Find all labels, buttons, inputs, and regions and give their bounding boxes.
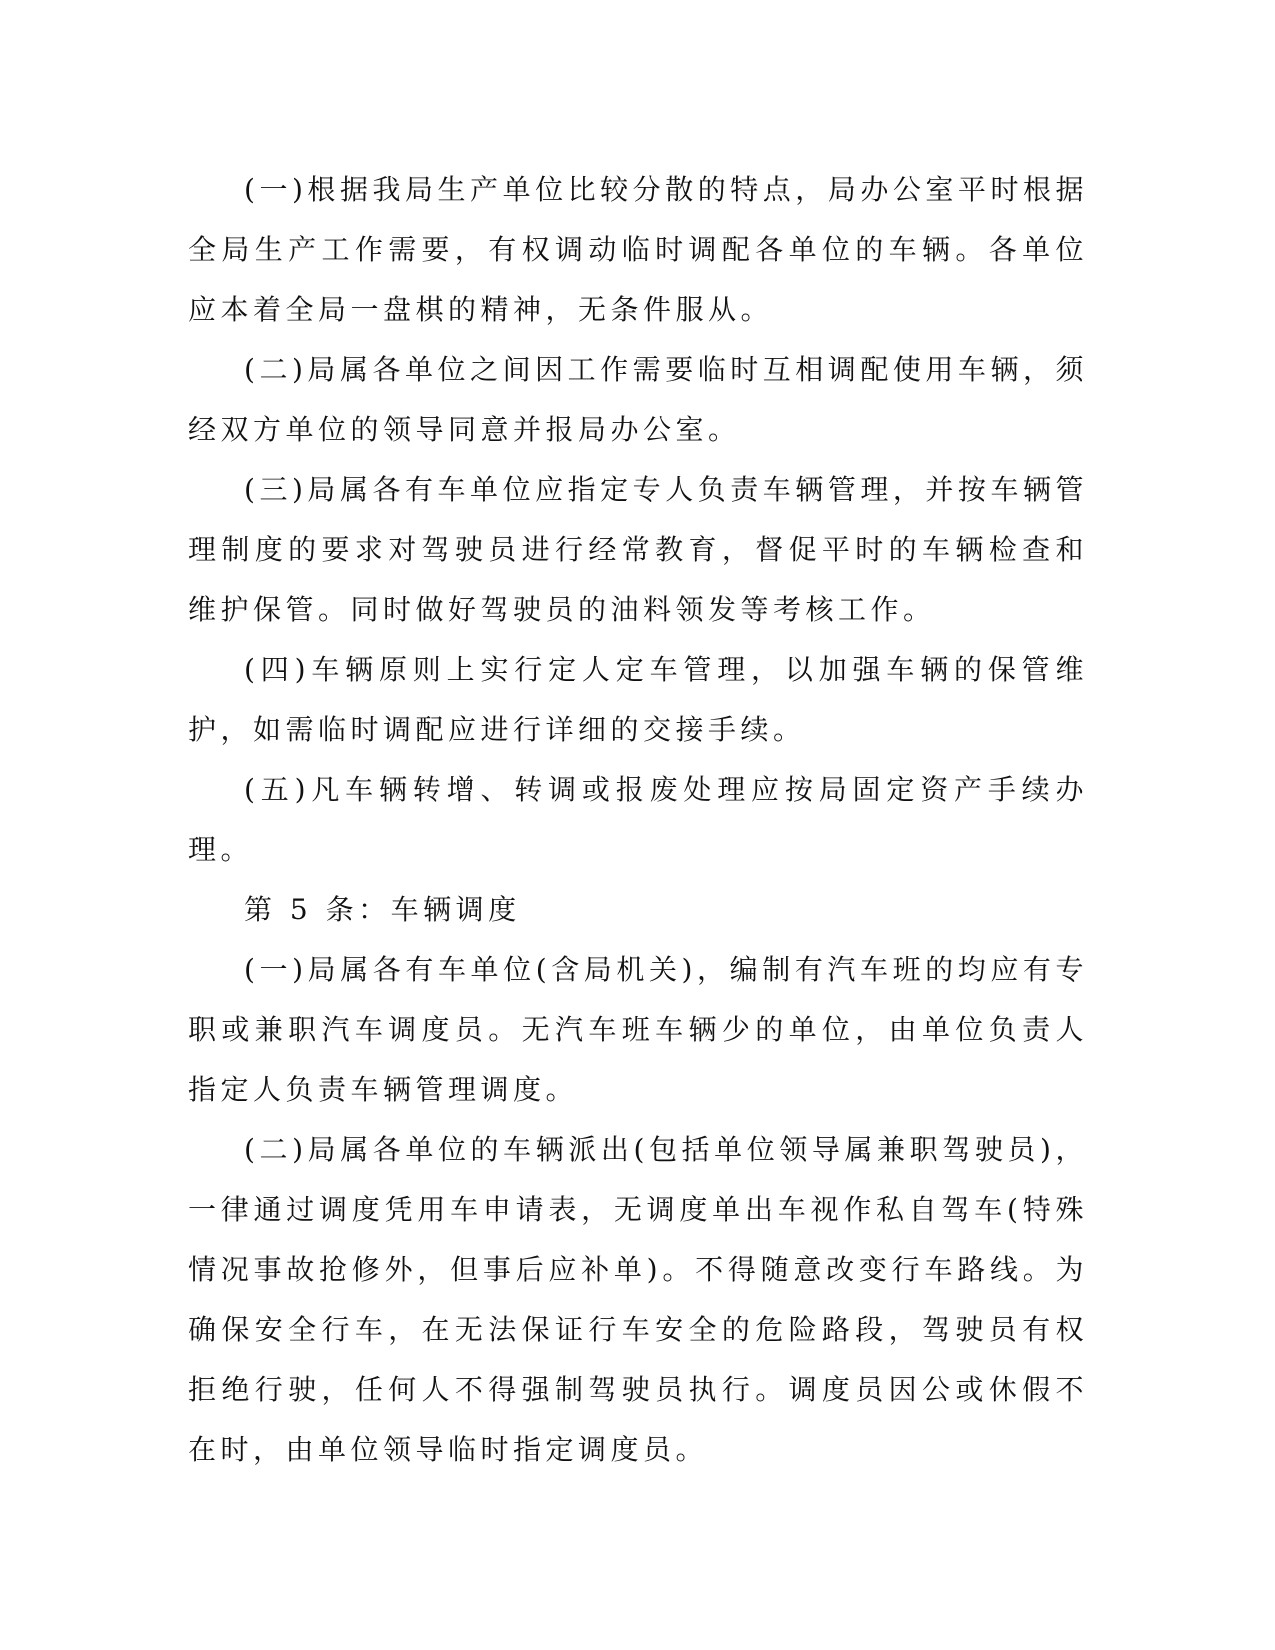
paragraph-6-dispatcher-assignment: (一)局属各有车单位(含局机关)，编制有汽车班的均应有专职或兼职汽车调度员。无汽车班车辆少的单位，由单位负责人指定人负责车辆管理调度。: [188, 953, 1088, 1106]
paragraph-1-dispatch-authority: (一)根据我局生产单位比较分散的特点，局办公室平时根据全局生产工作需要，有权调动临时调配各单位的车辆。各单位应本着全局一盘棋的精神，无条件服从。: [188, 173, 1088, 326]
paragraph-5-asset-disposal: (五)凡车辆转增、转调或报废处理应按局固定资产手续办理。: [188, 773, 1088, 866]
article-5-heading: 第 5 条：车辆调度: [244, 893, 521, 926]
paragraph-4-fixed-driver-policy: (四)车辆原则上实行定人定车管理，以加强车辆的保管维护，如需临时调配应进行详细的交接手续。: [188, 653, 1088, 746]
document-body: [188, 160, 1088, 1480]
paragraph-3-vehicle-management-duty: (三)局属各有车单位应指定专人负责车辆管理，并按车辆管理制度的要求对驾驶员进行经常教育，督促平时的车辆检查和维护保管。同时做好驾驶员的油料领发等考核工作。: [188, 473, 1088, 626]
paragraph-7-dispatch-procedure: (二)局属各单位的车辆派出(包括单位领导属兼职驾驶员)，一律通过调度凭用车申请表，无调度单出车视作私自驾车(特殊情况事故抢修外，但事后应补单)。不得随意改变行车路线。为确保安全行车，在无法保证行车安全的危险路段，驾驶员有权拒绝行驶，任何人不得强制驾驶员执行。调度员因公或休假不在时，由单位领导临时指定调度员。: [188, 1133, 1088, 1466]
paragraph-2-inter-unit-allocation: (二)局属各单位之间因工作需要临时互相调配使用车辆，须经双方单位的领导同意并报局办公室。: [188, 353, 1088, 446]
